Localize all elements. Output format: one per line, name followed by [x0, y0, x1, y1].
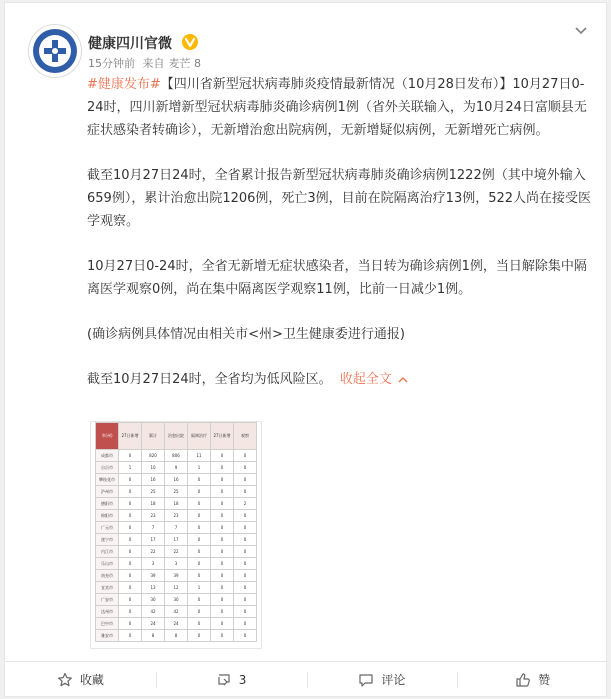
table-cell: 遂宁市 — [96, 534, 119, 546]
table-cell: 2 — [234, 498, 257, 510]
post-paragraph-1 — [87, 73, 597, 142]
table-cell: 南充市 — [96, 570, 119, 582]
star-icon — [57, 672, 73, 688]
table-cell: 9 — [165, 462, 188, 474]
table-cell: 0 — [188, 606, 211, 618]
action-bar — [5, 661, 608, 697]
comment-label: 评论 — [381, 673, 406, 687]
table-cell: 0 — [234, 570, 257, 582]
table-cell: 42 — [142, 606, 165, 618]
table-row — [96, 510, 257, 522]
table-cell: 1 — [119, 462, 142, 474]
table-cell: 806 — [165, 450, 188, 462]
table-cell: 0 — [211, 534, 234, 546]
table-cell: 0 — [211, 618, 234, 630]
table-cell: 0 — [188, 570, 211, 582]
post-paragraph-3: 10月27日0-24时，全省无新增无症状感染者，当日转为确诊病例1例，当日解除集中隔离医学观察0例，尚在集中隔离医学观察11例，比前一日减少1例。 — [87, 259, 587, 297]
table-cell: 0 — [211, 570, 234, 582]
table-cell: 0 — [211, 558, 234, 570]
table-cell: 0 — [234, 450, 257, 462]
post-time[interactable]: 15分钟前 — [88, 57, 135, 70]
table-cell: 16 — [142, 474, 165, 486]
table-cell: 0 — [234, 546, 257, 558]
table-row — [96, 462, 257, 474]
collapse-text-link[interactable]: 收起全文 — [339, 372, 392, 387]
table-cell: 0 — [119, 474, 142, 486]
repost-button[interactable] — [156, 662, 307, 697]
table-cell: 1 — [188, 462, 211, 474]
table-cell: 0 — [188, 510, 211, 522]
table-row — [96, 606, 257, 618]
like-label: 赞 — [538, 673, 551, 687]
table-cell: 内江市 — [96, 546, 119, 558]
table-cell: 0 — [234, 618, 257, 630]
table-cell: 广元市 — [96, 522, 119, 534]
table-cell: 0 — [188, 558, 211, 570]
like-button[interactable] — [457, 662, 608, 697]
post-meta — [88, 55, 205, 71]
table-cell: 0 — [188, 534, 211, 546]
attached-image-thumbnail[interactable] — [90, 421, 262, 649]
table-row — [96, 546, 257, 558]
table-cell: 自贡市 — [96, 462, 119, 474]
table-row — [96, 582, 257, 594]
table-cell: 雅安市 — [96, 630, 119, 642]
table-cell: 23 — [142, 510, 165, 522]
table-cell: 泸州市 — [96, 486, 119, 498]
table-row — [96, 450, 257, 462]
table-row — [96, 618, 257, 630]
table-cell: 0 — [234, 558, 257, 570]
favorite-label: 收藏 — [79, 673, 104, 687]
table-cell: 13 — [142, 582, 165, 594]
table-cell: 18 — [165, 498, 188, 510]
table-cell: 巴中市 — [96, 618, 119, 630]
repost-icon — [216, 672, 232, 688]
post-text-1: 【四川省新型冠状病毒肺炎疫情最新情况（10月28日发布）】10月27日0-24时，四川新增新型冠状病毒肺炎确诊病例1例（省外关联输入，为10月24日富顺县无症状感染者转确诊），无新增治愈出院病例，无新增疑似病例，无新增死亡病例。 — [87, 77, 587, 138]
table-cell: 7 — [165, 522, 188, 534]
table-cell: 0 — [234, 522, 257, 534]
table-cell: 7 — [142, 522, 165, 534]
source-prefix: 来自 — [142, 57, 165, 70]
table-row — [96, 474, 257, 486]
table-cell: 1 — [188, 582, 211, 594]
table-cell: 0 — [188, 618, 211, 630]
table-cell: 17 — [165, 534, 188, 546]
health-sichuan-logo-icon — [29, 25, 81, 77]
post-paragraph-4: (确诊病例具体情况由相关市<州>卫生健康委进行通报) — [87, 327, 405, 342]
epidemic-table-image — [95, 422, 257, 642]
table-cell: 0 — [234, 594, 257, 606]
table-row — [96, 486, 257, 498]
table-cell: 18 — [142, 498, 165, 510]
table-cell: 23 — [165, 510, 188, 522]
table-header-cell: 市(州) — [96, 423, 119, 450]
table-cell: 0 — [211, 510, 234, 522]
table-cell: 3 — [165, 558, 188, 570]
table-cell: 25 — [142, 486, 165, 498]
table-cell: 0 — [119, 522, 142, 534]
table-cell: 0 — [211, 630, 234, 642]
table-cell: 0 — [188, 486, 211, 498]
table-row — [96, 630, 257, 642]
table-cell: 成都市 — [96, 450, 119, 462]
table-cell: 24 — [165, 618, 188, 630]
table-cell: 0 — [211, 486, 234, 498]
table-cell: 0 — [188, 474, 211, 486]
table-cell: 0 — [234, 534, 257, 546]
table-cell: 42 — [165, 606, 188, 618]
table-cell: 0 — [188, 630, 211, 642]
post-text-5: 截至10月27日24时，全省均为低风险区。 — [87, 372, 332, 387]
table-cell: 820 — [142, 450, 165, 462]
table-cell: 3 — [142, 558, 165, 570]
table-cell: 德阳市 — [96, 498, 119, 510]
topic-tag[interactable]: #健康发布# — [87, 77, 161, 92]
table-cell: 0 — [211, 474, 234, 486]
table-row — [96, 498, 257, 510]
repost-count: 3 — [238, 672, 247, 687]
table-row — [96, 570, 257, 582]
table-cell: 0 — [119, 450, 142, 462]
post-paragraph-2: 截至10月27日24时，全省累计报告新型冠状病毒肺炎确诊病例1222例（其中境外输入659例），累计治愈出院1206例，死亡3例，目前在院隔离治疗13例，522人尚在接受医学观察。 — [87, 168, 592, 229]
table-cell: 39 — [165, 570, 188, 582]
post-paragraph-5 — [87, 368, 597, 391]
table-cell: 0 — [119, 606, 142, 618]
table-cell: 30 — [142, 594, 165, 606]
table-header-cell: 27日新增 — [211, 423, 234, 450]
post-source: 麦芒 8 — [168, 57, 201, 70]
chevron-down-icon[interactable] — [574, 26, 588, 36]
table-cell: 0 — [119, 582, 142, 594]
thumbs-up-icon — [515, 672, 531, 688]
table-cell: 0 — [188, 546, 211, 558]
table-row — [96, 558, 257, 570]
table-cell: 0 — [119, 630, 142, 642]
table-header-cell: 治愈出院 — [165, 423, 188, 450]
account-name[interactable]: 健康四川官微 — [88, 36, 172, 52]
table-header-cell: 27日新增 — [119, 423, 142, 450]
table-cell: 0 — [234, 582, 257, 594]
table-cell: 0 — [234, 630, 257, 642]
table-cell: 0 — [119, 510, 142, 522]
table-cell: 绵阳市 — [96, 510, 119, 522]
table-cell: 11 — [188, 450, 211, 462]
table-cell: 0 — [211, 546, 234, 558]
table-cell: 16 — [165, 474, 188, 486]
table-cell: 0 — [211, 450, 234, 462]
table-cell: 0 — [119, 570, 142, 582]
table-cell: 0 — [119, 594, 142, 606]
table-cell: 0 — [234, 486, 257, 498]
table-cell: 0 — [234, 462, 257, 474]
table-cell: 0 — [211, 582, 234, 594]
favorite-button[interactable] — [5, 662, 156, 697]
table-cell: 达州市 — [96, 606, 119, 618]
table-cell: 22 — [142, 546, 165, 558]
table-cell: 0 — [119, 486, 142, 498]
table-cell: 0 — [211, 522, 234, 534]
table-cell: 0 — [119, 498, 142, 510]
avatar[interactable] — [28, 24, 82, 78]
table-cell: 广安市 — [96, 594, 119, 606]
table-cell: 0 — [211, 606, 234, 618]
table-header-cell: 累计 — [142, 423, 165, 450]
weibo-post-card — [4, 2, 607, 697]
table-cell: 攀枝花市 — [96, 474, 119, 486]
table-row — [96, 522, 257, 534]
table-cell: 25 — [165, 486, 188, 498]
table-cell: 0 — [188, 594, 211, 606]
table-cell: 乐山市 — [96, 558, 119, 570]
table-cell: 39 — [142, 570, 165, 582]
table-cell: 0 — [211, 462, 234, 474]
table-cell: 10 — [142, 462, 165, 474]
table-row — [96, 594, 257, 606]
table-row — [96, 534, 257, 546]
table-cell: 0 — [188, 522, 211, 534]
table-cell: 8 — [165, 630, 188, 642]
table-cell: 0 — [119, 558, 142, 570]
table-cell: 0 — [211, 594, 234, 606]
table-cell: 0 — [234, 606, 257, 618]
table-cell: 0 — [119, 546, 142, 558]
comment-button[interactable] — [307, 662, 458, 697]
table-cell: 12 — [165, 582, 188, 594]
table-cell: 8 — [142, 630, 165, 642]
post-content — [87, 73, 597, 391]
table-cell: 22 — [165, 546, 188, 558]
table-header-cell: 隔离治疗 — [188, 423, 211, 450]
comment-icon — [358, 672, 374, 688]
verified-badge-icon — [181, 33, 199, 51]
table-cell: 0 — [234, 510, 257, 522]
table-cell: 0 — [119, 618, 142, 630]
table-cell: 0 — [234, 474, 257, 486]
table-header-cell: 观察 — [234, 423, 257, 450]
table-cell: 0 — [188, 498, 211, 510]
table-cell: 17 — [142, 534, 165, 546]
table-cell: 30 — [165, 594, 188, 606]
table-cell: 0 — [119, 534, 142, 546]
table-cell: 宜宾市 — [96, 582, 119, 594]
table-cell: 0 — [211, 498, 234, 510]
chevron-up-icon[interactable] — [398, 376, 408, 384]
table-cell: 24 — [142, 618, 165, 630]
